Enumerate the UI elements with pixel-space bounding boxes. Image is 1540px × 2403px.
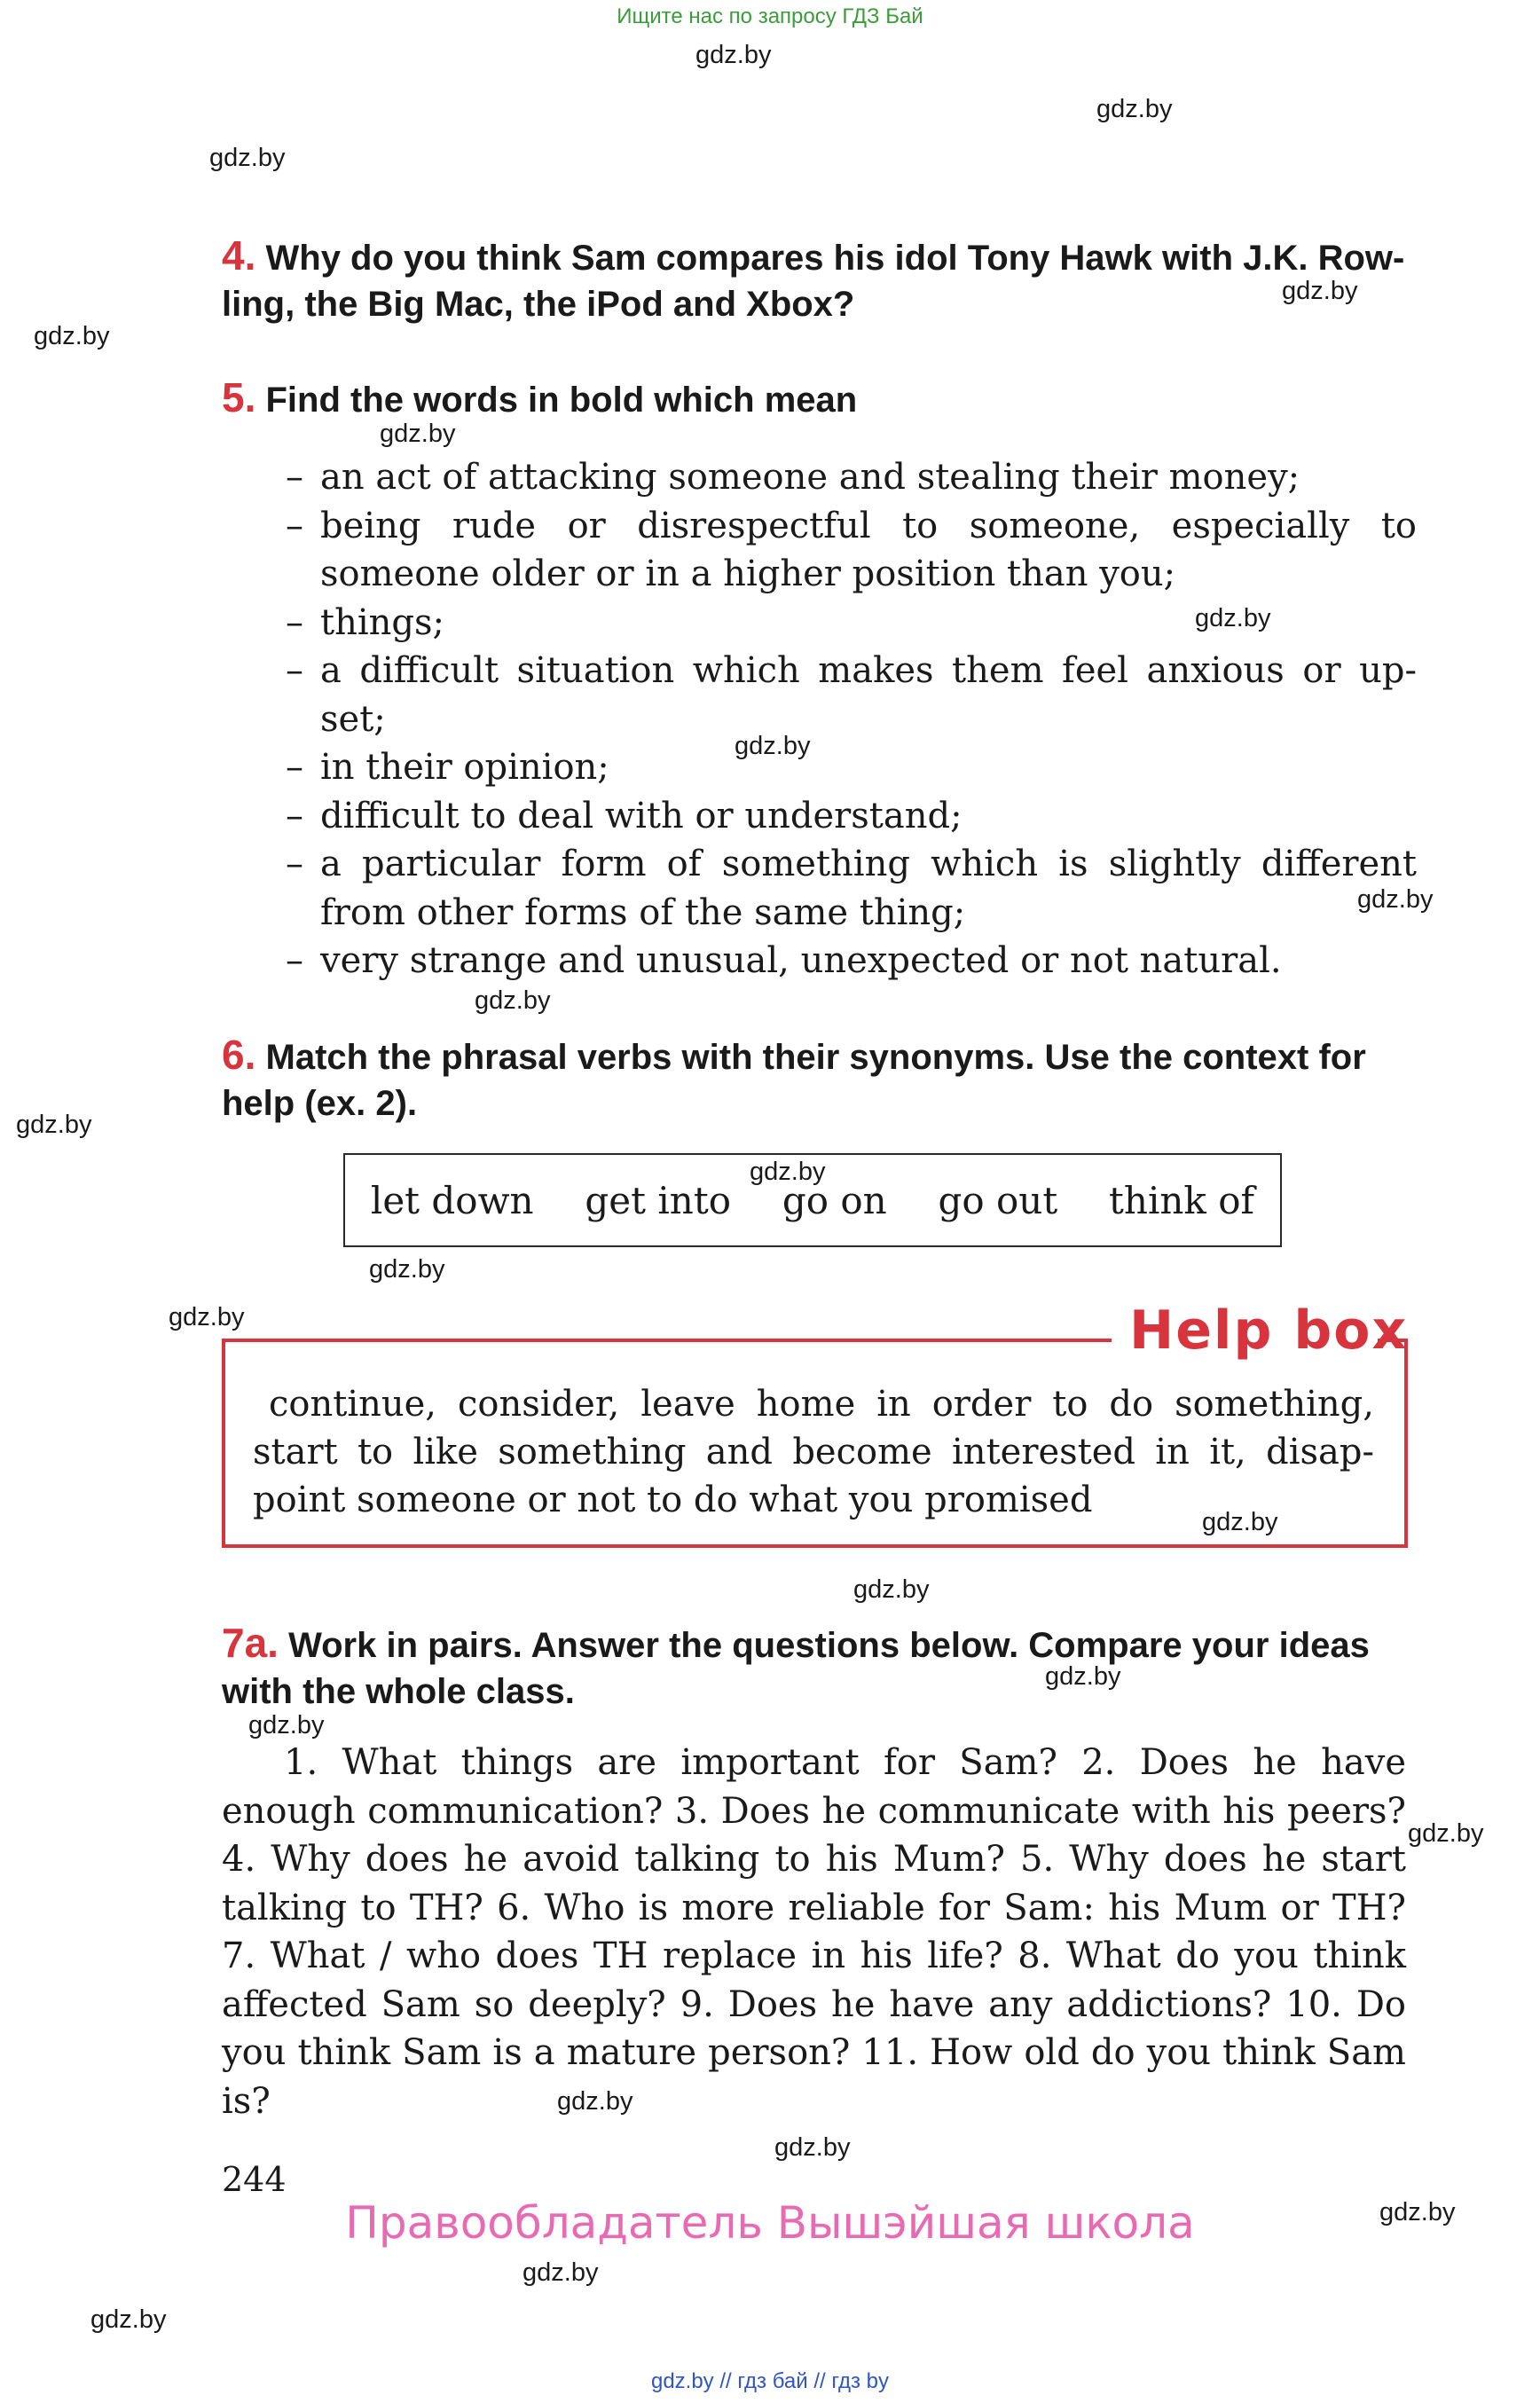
watermark: gdz.by	[16, 1111, 92, 1139]
phrasal-verb: let down	[370, 1178, 534, 1222]
phrasal-verb: go on	[782, 1178, 887, 1222]
watermark: gdz.by	[1045, 1662, 1121, 1691]
list-item: – a particular form of something which is slightly different from other forms of the same thing;	[286, 840, 1417, 937]
watermark: gdz.by	[1282, 277, 1358, 305]
list-item: – things;	[286, 599, 1417, 648]
watermark: gdz.by	[557, 2087, 633, 2116]
task-number: 5.	[222, 374, 256, 420]
watermark: gdz.by	[1096, 95, 1173, 123]
watermark: gdz.by	[853, 1575, 930, 1604]
list-item: – in their opinion;	[286, 743, 1417, 792]
watermark: gdz.by	[1379, 2198, 1456, 2226]
task-instruction: Work in pairs. Answer the questions below. Compare your ideas with the whole class.	[222, 1626, 1370, 1711]
task-6	[222, 1032, 1415, 1127]
watermark: gdz.by	[1202, 1508, 1278, 1536]
watermark: gdz.by	[1195, 604, 1271, 632]
watermark: gdz.by	[209, 144, 286, 172]
watermark: gdz.by	[475, 986, 551, 1015]
watermark: gdz.by	[735, 732, 811, 760]
page-number: 244	[222, 2160, 287, 2199]
phrasal-verb: think of	[1109, 1178, 1255, 1222]
watermark: gdz.by	[522, 2258, 599, 2287]
watermark: gdz.by	[774, 2133, 851, 2162]
watermark: gdz.by	[1357, 885, 1434, 914]
list-item: – a difficult situation which makes them feel anxious or up-set;	[286, 647, 1417, 743]
list-item: – difficult to deal with or understand;	[286, 792, 1417, 841]
help-box-title: Help box	[1129, 1300, 1409, 1362]
list-item: – very strange and unusual, unexpected or not natural.	[286, 937, 1417, 986]
watermark: gdz.by	[34, 322, 110, 350]
phrasal-verb: go out	[938, 1178, 1058, 1222]
task-4	[222, 232, 1415, 327]
task-number: 7a.	[222, 1620, 279, 1666]
phrasal-verbs-box	[343, 1153, 1282, 1247]
top-search-note: Ищите нас по запросу ГДЗ Бай	[617, 4, 923, 28]
task-number: 6.	[222, 1032, 256, 1078]
questions-paragraph: 1. What things are important for Sam? 2. Does he have enough communication? 3. Does he communicate with his peers? 4. Why does he avoid talking to his Mum? 5. Why does he start talking to TH? 6. Who is more reliable for Sam: his Mum or TH? 7. What / who does TH replace in his life? 8. What do you think affected Sam so deeply? 9. Does he have any addictions? 10. Do you think Sam is a mature person? 11. How old do you think Sam is?	[222, 1742, 1406, 2122]
task-7a	[222, 1620, 1415, 1715]
watermark: gdz.by	[380, 420, 456, 448]
footer-links: gdz.by // гдз бай // гдз by	[650, 2369, 890, 2393]
task-5	[222, 374, 1415, 423]
task-number: 4.	[222, 232, 256, 279]
watermark: gdz.by	[750, 1158, 826, 1186]
task-instruction: Find the words in bold which mean	[265, 381, 858, 420]
watermark: gdz.by	[169, 1303, 245, 1331]
watermark: gdz.by	[1408, 1819, 1484, 1848]
watermark: gdz.by	[369, 1255, 445, 1284]
copyright-notice: Правообладатель Вышэйшая школа	[345, 2197, 1195, 2249]
watermark: gdz.by	[90, 2305, 167, 2334]
phrasal-verb: get into	[585, 1178, 732, 1222]
list-item: – an act of attacking someone and stealing their money;	[286, 453, 1417, 502]
task-instruction: Match the phrasal verbs with their synonyms. Use the context for help (ex. 2).	[222, 1038, 1366, 1123]
watermark: gdz.by	[248, 1711, 325, 1739]
help-box-top-border	[222, 1339, 1112, 1342]
definition-list	[286, 453, 1417, 986]
task-instruction: Why do you think Sam compares his idol Tony Hawk with J.K. Row-ling, the Big Mac, the iPod and Xbox?	[222, 239, 1405, 324]
help-box-text: continue, consider, leave home in order to do something, start to like something and become interested in it, disap-point someone or not to do what you promised	[253, 1384, 1374, 1520]
list-item: – being rude or disrespectful to someone, especially to someone older or in a higher position than you;	[286, 502, 1417, 599]
watermark: gdz.by	[695, 41, 772, 69]
